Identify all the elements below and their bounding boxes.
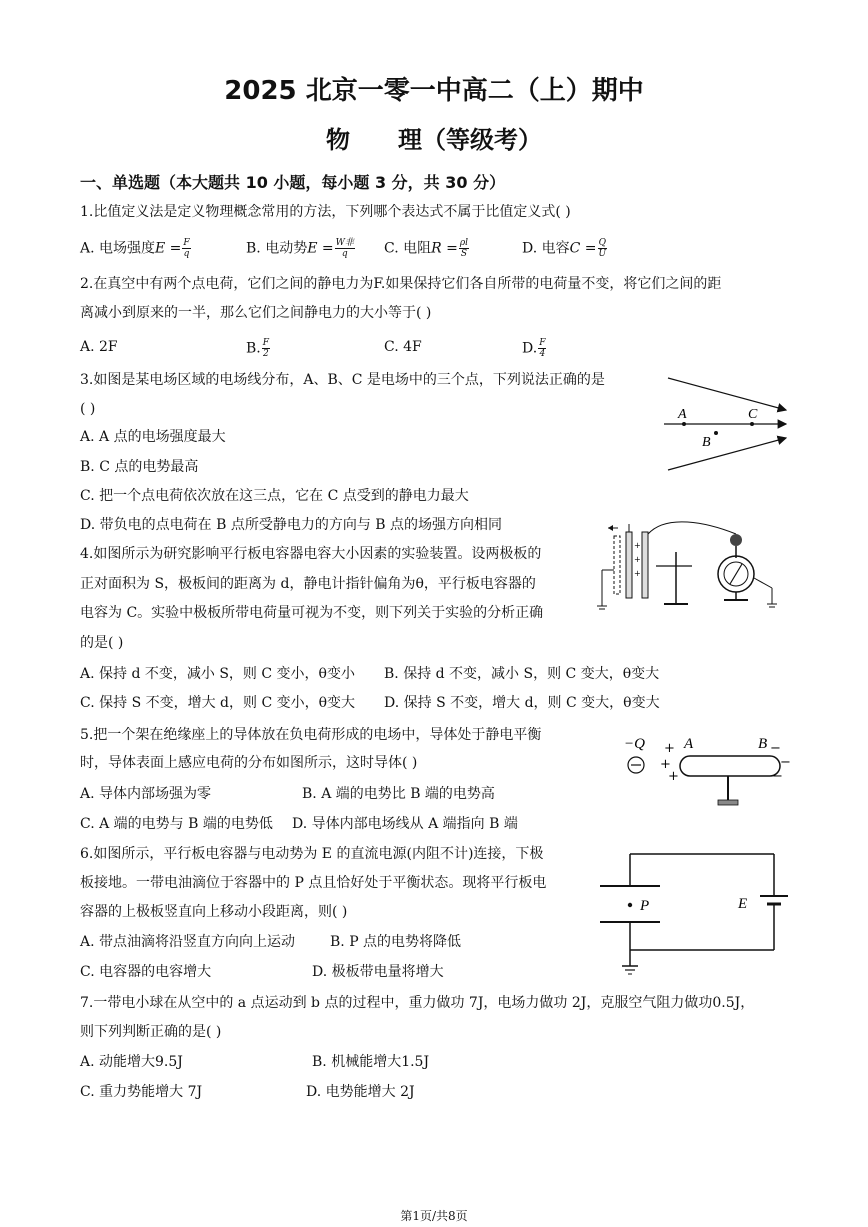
q1-option-a <box>80 238 192 259</box>
q6-stem-line3: 容器的上极板竖直向上移动小段距离，则( ) <box>80 904 348 920</box>
q3-field-line-figure <box>662 372 792 477</box>
q5-stem-line1: 5.把一个架在绝缘座上的导体放在负电荷形成的电场中，导体处于静电平衡 <box>80 727 542 743</box>
q1-option-b <box>246 238 356 259</box>
q5-option-c: C. A 端的电势与 B 端的电势低 <box>80 816 273 832</box>
svg-text:−: − <box>770 741 781 756</box>
q4-stem-line3: 电容为 C。实验中极板所带电荷量可视为不变，则下列关于实验的分析正确 <box>80 605 544 621</box>
q4-option-c: C. 保持 S 不变，增大 d，则 C 变小，θ变大 <box>80 695 356 711</box>
q2-d-den: 4 <box>539 349 546 359</box>
q1-d-label: D. 电容 <box>522 240 570 257</box>
q6-stem-line2: 板接地。一带电油滴位于容器中的 P 点且恰好处于平衡状态。现将平行板电 <box>80 875 547 891</box>
q1-b-label: B. 电动势 <box>246 240 308 257</box>
q4-option-d: D. 保持 S 不变，增大 d，则 C 变大，θ变大 <box>384 695 660 711</box>
q2-d-fraction <box>538 338 546 359</box>
q5-stem-line2: 时，导体表面上感应电荷的分布如图所示，这时导体( ) <box>80 755 418 771</box>
q5-option-a: A. 导体内部场强为零 <box>80 786 212 802</box>
svg-text:−: − <box>772 769 783 784</box>
exam-subject <box>0 120 868 155</box>
q6-option-a: A. 带点油滴将沿竖直方向向上运动 <box>80 934 296 950</box>
q2-b-den: 2 <box>263 349 269 359</box>
q2-d-num: F <box>539 338 546 348</box>
q3-option-c: C. 把一个点电荷依次放在这三点，它在 C 点受到的静电力最大 <box>80 488 469 504</box>
exam-title: 2025 北京一零一中高二（上）期中 <box>224 76 644 106</box>
subject-part-a: 物 <box>326 126 350 154</box>
q6-option-c: C. 电容器的电容增大 <box>80 964 212 980</box>
q5-fig-label-a: A <box>684 736 694 752</box>
page-number: 第1页/共8页 <box>400 1209 468 1223</box>
q5-fig-charge-label: −Q <box>624 736 645 752</box>
q1-a-den: q <box>183 249 190 259</box>
svg-text:+: + <box>660 757 671 772</box>
q3-option-d: D. 带负电的点电荷在 B 点所受静电力的方向与 B 点的场强方向相同 <box>80 517 503 533</box>
q4-stem-line4: 的是( ) <box>80 635 124 651</box>
q4-stem-line1: 4.如图所示为研究影响平行板电容器电容大小因素的实验装置。设两极板的 <box>80 546 542 562</box>
q2-option-d <box>522 338 547 359</box>
q2-stem-line1: 2.在真空中有两个点电荷，它们之间的静电力为F.如果保持它们各自所带的电荷量不变，将它们之间的距 <box>80 276 722 292</box>
svg-text:+: + <box>664 741 675 756</box>
q2-b-fraction <box>262 338 270 359</box>
q1-c-fraction <box>459 238 469 259</box>
q6-option-b: B. P 点的电势将降低 <box>330 934 462 950</box>
svg-text:−: − <box>780 755 791 770</box>
q4-stem-line2: 正对面积为 S，极板间的距离为 d，静电计指针偏角为θ，平行板电容器的 <box>80 576 536 592</box>
q1-a-lhs: E = <box>155 240 182 257</box>
q6-stem-line1: 6.如图所示，平行板电容器与电动势为 E 的直流电源(内阻不计)连接，下极 <box>80 846 544 862</box>
q1-d-lhs: C = <box>569 240 597 257</box>
q3-stem-line2: ( ) <box>80 401 96 417</box>
q1-c-num: ρl <box>459 238 469 248</box>
q5-conductor-figure <box>620 728 800 814</box>
q5-option-b: B. A 端的电势比 B 端的电势高 <box>302 786 495 802</box>
q6-fig-label-e: E <box>738 896 748 912</box>
q1-stem: 1.比值定义法是定义物理概念常用的方法，下列哪个表达式不属于比值定义式( ) <box>80 204 571 220</box>
q3-option-b: B. C 点的电势最高 <box>80 459 199 475</box>
q1-b-den: q <box>341 249 348 259</box>
q6-option-d: D. 极板带电量将增大 <box>312 964 444 980</box>
q3-fig-label-a: A <box>678 407 687 422</box>
q1-c-lhs: R = <box>431 240 458 257</box>
q2-stem-line2: 离减小到原来的一半，那么它们之间静电力的大小等于( ) <box>80 305 432 321</box>
q1-b-num: W非 <box>335 238 354 248</box>
q3-fig-label-c: C <box>748 407 758 422</box>
svg-text:+: + <box>634 569 641 578</box>
q1-a-label: A. 电场强度 <box>80 240 156 257</box>
q1-option-d <box>522 238 608 259</box>
q4-option-a: A. 保持 d 不变，减小 S，则 C 变小，θ变小 <box>80 666 355 682</box>
q2-option-b <box>246 338 271 359</box>
q1-c-den: S <box>460 249 468 259</box>
q7-option-d: D. 电势能增大 2J <box>306 1084 415 1100</box>
q5-option-d: D. 导体内部电场线从 A 端指向 B 端 <box>292 816 518 832</box>
q2-b-num: F <box>262 338 269 348</box>
q2-option-a: A. 2F <box>80 339 118 355</box>
q4-option-b: B. 保持 d 不变，减小 S，则 C 变大，θ变大 <box>384 666 660 682</box>
q6-fig-label-p: P <box>640 898 650 914</box>
q4-capacitor-apparatus-figure <box>596 518 796 618</box>
q7-stem-line1: 7.一带电小球在从空中的 a 点运动到 b 点的过程中，重力做功 7J，电场力做功 2J，克服空气阻力做功0.5J， <box>80 995 755 1011</box>
q1-d-fraction <box>598 238 608 259</box>
q1-a-fraction <box>182 238 190 259</box>
q7-option-a: A. 动能增大9.5J <box>80 1054 183 1070</box>
q1-c-label: C. 电阻 <box>384 240 432 257</box>
svg-text:+: + <box>668 769 679 784</box>
q7-option-b: B. 机械能增大1.5J <box>312 1054 430 1070</box>
q1-b-fraction <box>335 238 355 259</box>
q1-a-num: F <box>183 238 190 248</box>
q2-b-label: B. <box>246 340 261 357</box>
q7-option-c: C. 重力势能增大 7J <box>80 1084 203 1100</box>
svg-text:+: + <box>634 541 641 550</box>
q3-option-a: A. A 点的电场强度最大 <box>80 429 226 445</box>
q3-fig-label-b: B <box>702 435 711 450</box>
q2-d-label: D. <box>522 340 538 357</box>
q6-circuit-figure <box>598 850 798 978</box>
q1-option-c <box>384 238 470 259</box>
section-heading: 一、单选题（本大题共 10 小题，每小题 3 分，共 30 分） <box>80 173 506 192</box>
q5-fig-label-b: B <box>758 736 768 752</box>
q1-d-num: Q <box>598 238 607 248</box>
svg-text:+: + <box>634 555 641 564</box>
q1-b-lhs: E = <box>307 240 334 257</box>
subject-part-b: 理（等级考） <box>398 126 542 154</box>
q3-stem-line1: 3.如图是某电场区域的电场线分布，A、B、C 是电场中的三个点，下列说法正确的是 <box>80 372 605 388</box>
q2-option-c: C. 4F <box>384 339 422 355</box>
q7-stem-line2: 则下列判断正确的是( ) <box>80 1024 222 1040</box>
q1-d-den: U <box>598 249 607 259</box>
